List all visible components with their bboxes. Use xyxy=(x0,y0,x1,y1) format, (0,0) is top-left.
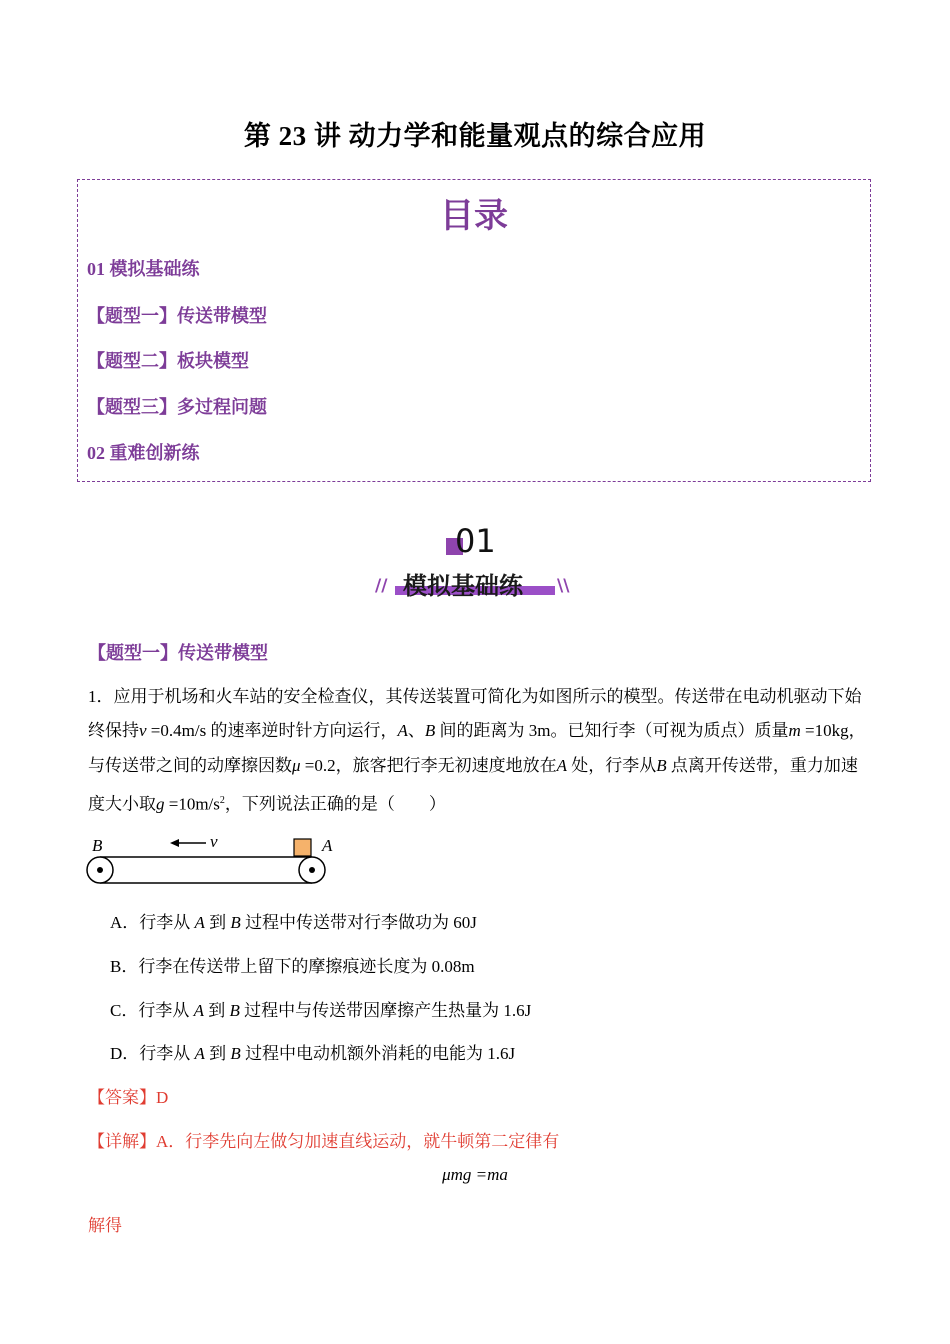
text: 点离开传送带，重力加速 xyxy=(666,756,858,775)
text: 到 xyxy=(204,913,231,932)
var-mu: μ xyxy=(292,756,301,775)
conveyor-belt-figure xyxy=(84,832,334,888)
label-v: v xyxy=(210,832,218,851)
var-B: B xyxy=(230,1044,241,1063)
text: 过程中电动机额外消耗的电能为 1.6J xyxy=(240,1044,516,1063)
label-A: A xyxy=(322,836,333,855)
page-title: 第 23 讲 动力学和能量观点的综合应用 xyxy=(243,121,707,151)
section-heading: 【题型一】传送带模型 xyxy=(88,643,268,663)
answer-value: D xyxy=(156,1088,169,1107)
question-line-2 xyxy=(88,719,866,743)
text: 过程中与传送带因摩擦产生热量为 1.6J xyxy=(239,1001,532,1020)
var-g: g xyxy=(156,794,165,814)
badge-number: 01 xyxy=(455,522,496,560)
text: 间的距离为 3m。已知行李（可视为质点）质量 xyxy=(435,721,789,740)
question-line-3 xyxy=(88,754,858,778)
var-B: B xyxy=(424,721,436,740)
answer-line xyxy=(88,1083,168,1108)
toc-item-type-one[interactable]: 【题型一】传送带模型 xyxy=(87,306,267,326)
var-A: A xyxy=(194,1044,205,1063)
text: 、 xyxy=(407,721,425,740)
text: 终保持 xyxy=(88,721,139,740)
exponent: 2 xyxy=(219,795,225,806)
solve-label: 解得 xyxy=(88,1216,122,1235)
table-of-contents xyxy=(77,179,871,482)
text: =10m/s xyxy=(164,794,220,814)
var-A: A xyxy=(397,721,408,740)
option-d[interactable] xyxy=(110,1039,515,1064)
text: =10kg， xyxy=(800,721,866,740)
toc-item-type-three[interactable]: 【题型三】多过程问题 xyxy=(87,397,267,417)
text: 到 xyxy=(204,1044,231,1063)
section-badge xyxy=(375,522,575,602)
toc-item-type-two[interactable]: 【题型二】板块模型 xyxy=(87,351,249,371)
detail-text: A．行李先向左做匀加速直线运动，就牛顿第二定律有 xyxy=(156,1132,560,1151)
var-B: B xyxy=(656,756,667,775)
toc-heading: 目录 xyxy=(440,196,508,236)
var-B: B xyxy=(230,913,241,932)
question-line-4 xyxy=(88,789,446,817)
right-pulley-axle xyxy=(309,867,315,873)
text: 与传送带之间的动摩擦因数 xyxy=(88,756,292,775)
velocity-arrowhead xyxy=(170,839,179,847)
option-c[interactable] xyxy=(110,996,531,1021)
answer-label: 【答案】 xyxy=(88,1088,156,1107)
toc-item-basic-practice[interactable]: 01 模拟基础练 xyxy=(87,259,200,279)
text: 到 xyxy=(203,1001,230,1020)
var-A: A xyxy=(193,1001,204,1020)
option-a[interactable] xyxy=(110,908,477,933)
var-B: B xyxy=(229,1001,240,1020)
text: A．行李从 xyxy=(110,913,195,932)
option-b[interactable] xyxy=(110,952,475,977)
text: ，下列说法正确的是（ ） xyxy=(224,794,446,814)
text: D．行李从 xyxy=(110,1044,195,1063)
badge-label: 模拟基础练 xyxy=(403,572,523,600)
text: =0.4m/s 的速率逆时针方向运行， xyxy=(146,721,398,740)
badge-slash-left: // xyxy=(375,576,388,596)
label-B: B xyxy=(92,836,103,855)
detail-line xyxy=(88,1127,559,1152)
text: 过程中传送带对行李做功为 60J xyxy=(240,913,477,932)
question-line-1: 1．应用于机场和火车站的安全检查仪，其传送装置可简化为如图所示的模型。传送带在电动机驱动下始 xyxy=(88,687,862,706)
var-m: m xyxy=(788,721,801,740)
text: 度大小取 xyxy=(88,794,156,814)
var-v: v xyxy=(139,721,147,740)
var-A: A xyxy=(556,756,568,775)
luggage-box xyxy=(294,839,311,856)
equation: μmg =ma xyxy=(442,1165,508,1184)
left-pulley-axle xyxy=(97,867,103,873)
text: B．行李在传送带上留下的摩擦痕迹长度为 0.08m xyxy=(110,957,475,976)
detail-label: 【详解】 xyxy=(88,1132,156,1151)
var-A: A xyxy=(194,913,205,932)
badge-slash-right: \\ xyxy=(557,576,570,596)
text: C．行李从 xyxy=(110,1001,194,1020)
text: 处，行李从 xyxy=(567,756,657,775)
toc-item-advanced-practice[interactable]: 02 重难创新练 xyxy=(87,443,200,463)
text: =0.2，旅客把行李无初速度地放在 xyxy=(300,756,557,775)
